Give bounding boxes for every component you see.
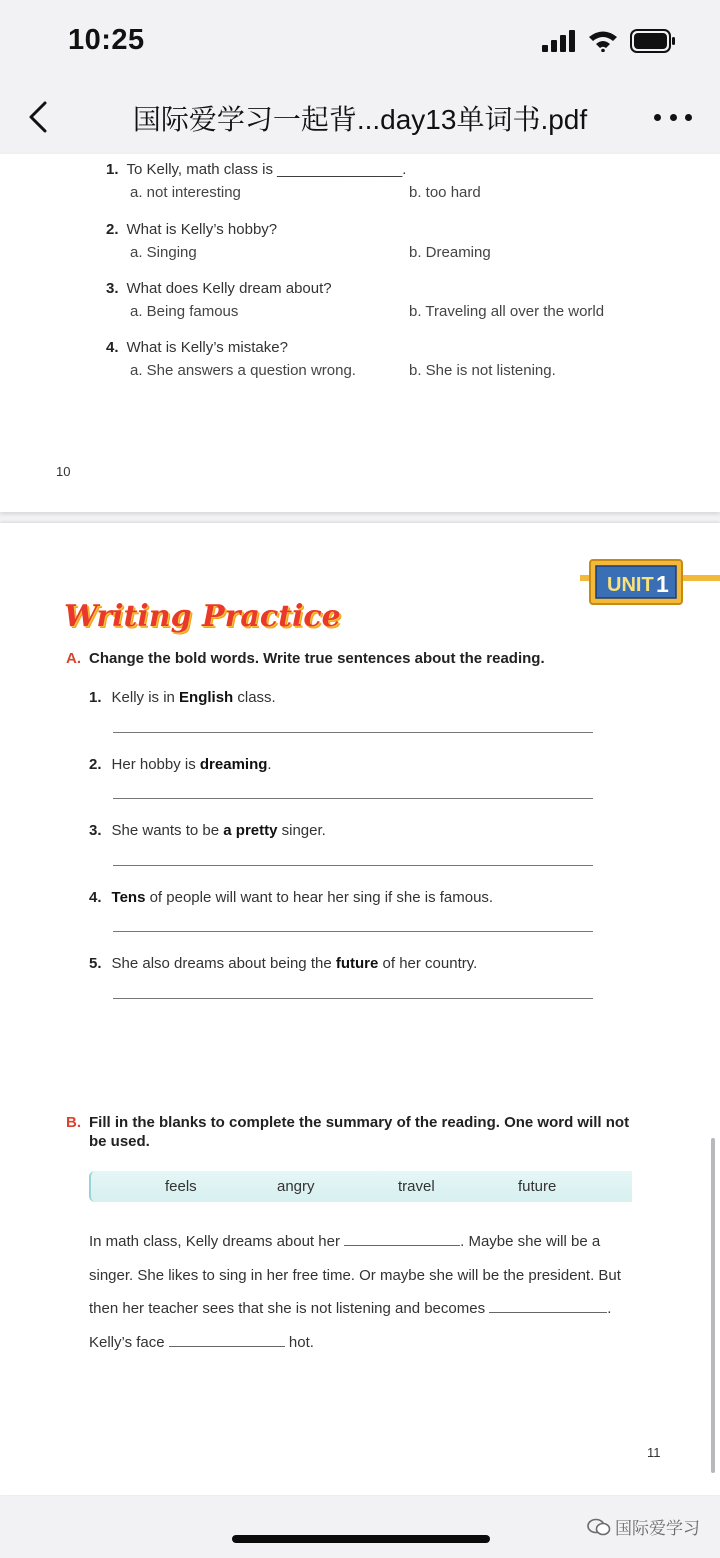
option-3b: b. Traveling all over the world — [409, 303, 605, 320]
list-item: 2. Her hobby is dreaming. — [89, 756, 272, 773]
option-4b: b. She is not listening. — [409, 362, 556, 379]
word-bank-item: angry — [277, 1178, 315, 1195]
section-b-instruction: B. Fill in the blanks to complete the summary of the reading. One word will not be used. — [66, 1114, 630, 1150]
question-2: 2. What is Kelly’s hobby? — [106, 221, 278, 238]
answer-line[interactable] — [113, 931, 593, 932]
nav-bar — [0, 80, 720, 154]
word-bank-item: travel — [398, 1178, 435, 1195]
back-button[interactable] — [22, 98, 54, 136]
unit-label: UNIT — [607, 574, 654, 596]
list-item: 5. She also dreams about being the future of her country. — [89, 955, 478, 972]
question-1: 1. To Kelly, math class is _______________. — [106, 161, 407, 178]
status-time: 10:25 — [68, 24, 145, 56]
wifi-icon — [588, 30, 618, 52]
option-2b: b. Dreaming — [409, 244, 491, 261]
pdf-page-10 — [0, 154, 720, 512]
blank-field[interactable] — [169, 1334, 285, 1347]
summary-line-1: In math class, Kelly dreams about her . Maybe she will be a — [89, 1233, 601, 1250]
answer-line[interactable] — [113, 798, 593, 799]
battery-icon — [630, 29, 676, 53]
signal-icon — [542, 30, 576, 52]
option-1b: b. too hard — [409, 184, 481, 201]
status-bar — [0, 0, 720, 80]
page-number: 11 — [647, 1445, 661, 1460]
word-bank — [89, 1171, 632, 1202]
blank-field[interactable] — [489, 1300, 607, 1313]
word-bank-item: feels — [165, 1178, 197, 1195]
answer-line[interactable] — [113, 732, 593, 733]
list-item: 1. Kelly is in English class. — [89, 689, 276, 706]
home-indicator[interactable] — [232, 1535, 490, 1543]
scrollbar[interactable] — [711, 1138, 715, 1473]
answer-line[interactable] — [113, 865, 593, 866]
question-4: 4. What is Kelly’s mistake? — [106, 339, 288, 356]
option-2a: a. Singing — [130, 244, 197, 261]
question-3: 3. What does Kelly dream about? — [106, 280, 332, 297]
blank-field[interactable] — [344, 1233, 460, 1246]
summary-line-4: Kelly’s face hot. — [89, 1334, 314, 1351]
unit-badge — [580, 558, 720, 608]
summary-line-2: singer. She likes to sing in her free time. Or maybe she will be the president. But — [89, 1267, 621, 1284]
watermark: 国际爱学习 — [587, 1514, 700, 1539]
more-button[interactable] — [654, 104, 692, 130]
more-icon — [654, 114, 661, 121]
option-3a: a. Being famous — [130, 303, 239, 320]
list-item: 4. Tens of people will want to hear her sing if she is famous. — [89, 889, 494, 906]
answer-line[interactable] — [113, 998, 593, 999]
status-icons — [542, 28, 676, 54]
chevron-left-icon — [28, 101, 48, 133]
page-number: 10 — [56, 464, 71, 479]
document-title: 国际爱学习一起背...day13单词书.pdf — [132, 104, 588, 135]
option-1a: a. not interesting — [130, 184, 241, 201]
list-item: 3. She wants to be a pretty singer. — [89, 822, 326, 839]
unit-number: 1 — [656, 571, 669, 597]
summary-line-3: then her teacher sees that she is not listening and becomes . — [89, 1300, 612, 1317]
word-bank-item: future — [518, 1178, 557, 1195]
option-4a: a. She answers a question wrong. — [130, 362, 356, 379]
section-title: Writing Practice — [64, 599, 341, 634]
pdf-page-11 — [0, 523, 720, 1495]
wechat-icon — [587, 1518, 611, 1536]
section-a-instruction: A. Change the bold words. Write true sentences about the reading. — [66, 650, 545, 667]
